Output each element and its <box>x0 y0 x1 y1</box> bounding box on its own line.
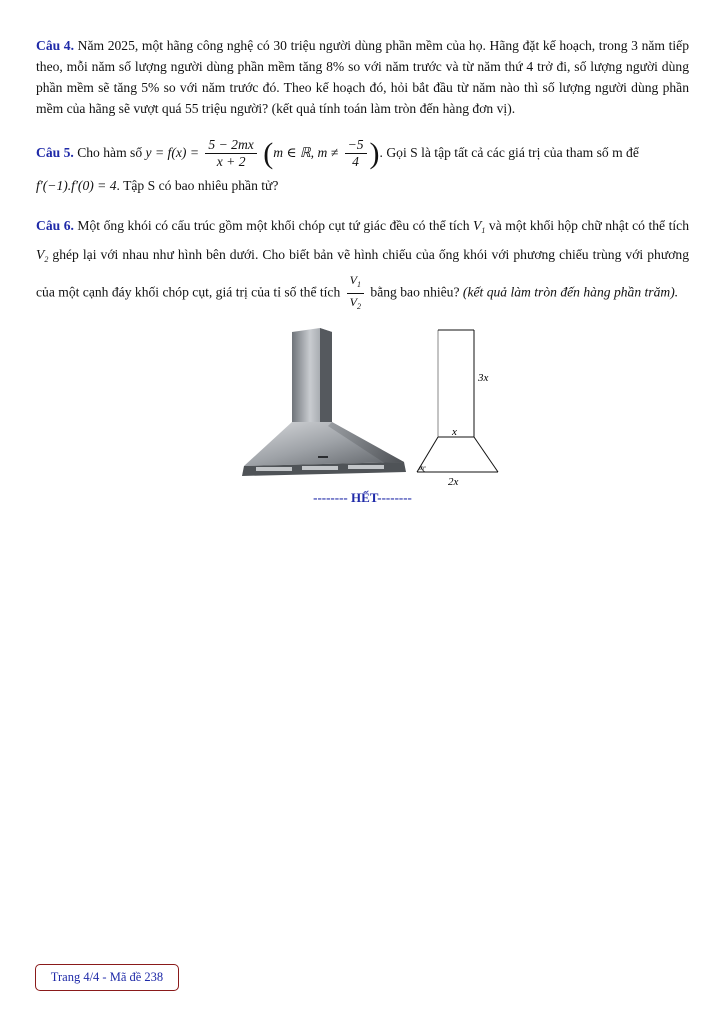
end-marker: -------- HẾT-------- <box>313 490 412 505</box>
question-5-line2: . Tập S có bao nhiêu phần tử? <box>116 178 279 193</box>
function-lhs: y = f(x) = <box>145 145 199 160</box>
condition-fraction <box>345 137 367 170</box>
condition-denominator: 4 <box>352 154 359 170</box>
question-4 <box>36 35 689 119</box>
question-5-after: . Gọi S là tập tất cả các giá trị của tham số m để <box>379 145 639 160</box>
question-6 <box>36 214 689 315</box>
question-6-label: Câu 6. <box>36 218 74 233</box>
question-5-label: Câu 5. <box>36 145 74 160</box>
question-6-text3: ghép lại với nhau như hình bên dưới. Cho biết bản vẽ hình chiếu của ống khói với phương chiếu trùng với phương của một cạnh đáy khối chóp cụt, giá trị của tỉ số thể tích <box>36 247 690 300</box>
question-5 <box>36 133 689 196</box>
label-top-width: x <box>452 426 457 438</box>
question-6-text2: và một khối hộp chữ nhật có thể tích <box>488 218 689 233</box>
question-5-intro: Cho hàm số <box>77 145 143 160</box>
question-6-text4: bằng bao nhiêu? <box>370 284 460 300</box>
question-4-label: Câu 4. <box>36 38 75 53</box>
derivative-equation: f′(−1).f′(0) = 4 <box>36 178 117 193</box>
volume-ratio: $\frac{V_1}{V_2}$ <box>347 272 364 315</box>
question-6-note: (kết quả làm tròn đến hàng phần trăm). <box>462 284 679 300</box>
range-hood-image <box>236 326 408 480</box>
volume-v1: $V_1$ <box>473 218 486 235</box>
paren-close: ) <box>369 136 380 170</box>
page-footer: Trang 4/4 - Mã đề 238 <box>35 964 179 991</box>
paren-open: ( <box>263 136 274 170</box>
function-fraction <box>205 137 256 170</box>
condition-text: m ∈ ℝ, m ≠ <box>273 145 339 160</box>
function-numerator: 5 − 2mx <box>205 137 256 154</box>
question-6-text1: Một ống khói có cấu trúc gồm một khối chóp cụt tứ giác đều có thể tích <box>77 218 470 233</box>
chimney-projection-diagram <box>410 326 506 491</box>
label-angle: 60° <box>419 467 426 472</box>
condition-numerator: −5 <box>345 137 367 154</box>
function-denominator: x + 2 <box>216 154 246 170</box>
label-bottom-width: 2x <box>448 476 459 488</box>
question-4-text: Năm 2025, một hãng công nghệ có 30 triệu người dùng phần mềm của họ. Hãng đặt kế hoạch, trong 3 năm tiếp theo, mỗi năm số lượng người dùng phần mềm tăng 8% so với năm trước và từ năm thứ 4 trở đi, số lượng người dùng phần mềm sẽ tăng 5% so với năm trước đó. Theo kế hoạch đó, hỏi bắt đầu từ năm nào thì số lượng người dùng phần mềm của hãng sẽ vượt quá 55 triệu người? (kết quả tính toán làm tròn đến hàng đơn vị). <box>36 38 689 116</box>
label-height: 3x <box>478 372 489 384</box>
volume-v2: $V_2$ <box>36 247 49 264</box>
